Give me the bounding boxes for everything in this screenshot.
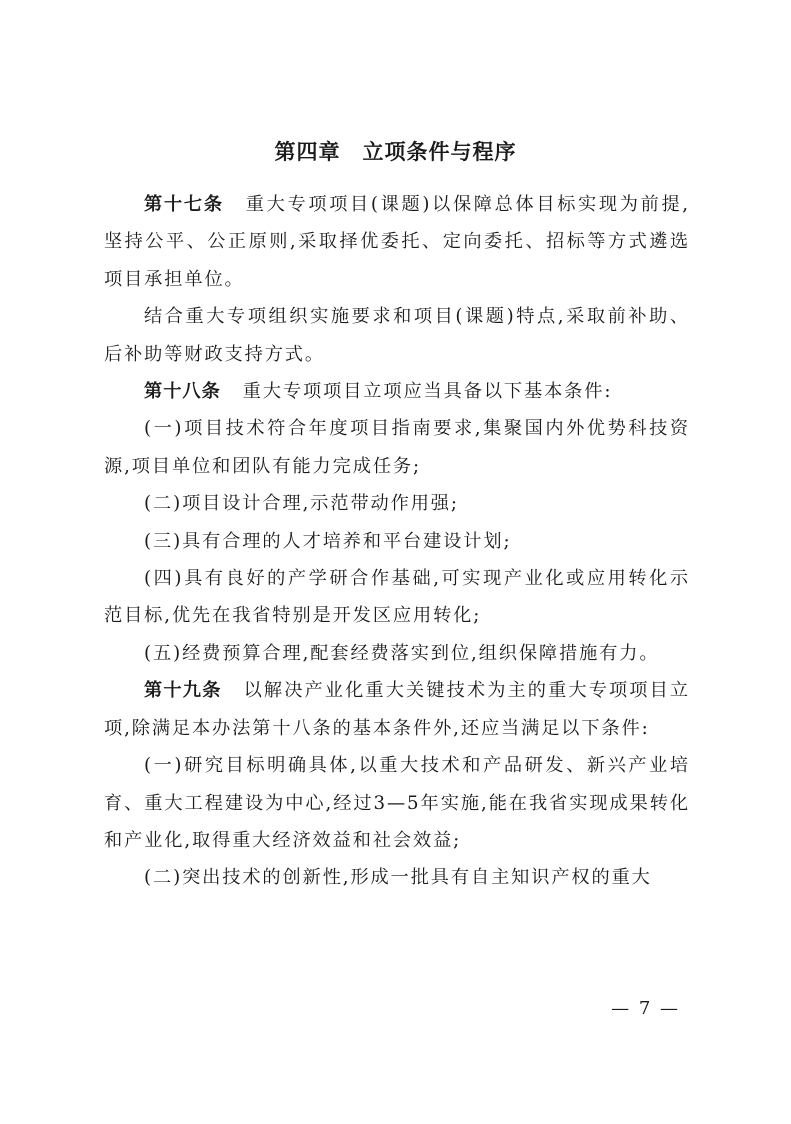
paragraph-text: (二)项目设计合理,示范带动作用强; bbox=[144, 493, 459, 515]
list-item bbox=[104, 560, 690, 635]
list-item bbox=[104, 523, 690, 560]
list-item bbox=[104, 410, 690, 485]
document-body bbox=[104, 186, 690, 897]
paragraph-article-17 bbox=[104, 186, 690, 298]
list-item bbox=[104, 485, 690, 522]
paragraph-text: (一)项目技术符合年度项目指南要求,集聚国内外优势科技资源,项目单位和团队有能力完成任务; bbox=[104, 418, 690, 477]
paragraph-text: (四)具有良好的产学研合作基础,可实现产业化或应用转化示范目标,优先在我省特别是开发区应用转化; bbox=[104, 568, 690, 627]
paragraph-text: 以解决产业化重大关键技术为主的重大专项项目立项,除满足本办法第十八条的基本条件外,还应当满足以下条件: bbox=[104, 680, 690, 739]
list-item bbox=[104, 859, 690, 896]
article-number: 第十九条 bbox=[144, 680, 222, 702]
paragraph-text: 重大专项项目(课题)以保障总体目标实现为前提,坚持公平、公正原则,采取择优委托、定向委托、招标等方式遴选项目承担单位。 bbox=[104, 194, 690, 290]
page-number: — 7 — bbox=[611, 998, 680, 1019]
paragraph-text: (五)经费预算合理,配套经费落实到位,组织保障措施有力。 bbox=[144, 642, 660, 664]
paragraph-text: (一)研究目标明确具体,以重大技术和产品研发、新兴产业培育、重大工程建设为中心,经过3—5年实施,能在我省实现成果转化和产业化,取得重大经济效益和社会效益; bbox=[104, 755, 690, 851]
list-item bbox=[104, 635, 690, 672]
article-number: 第十八条 bbox=[144, 381, 221, 403]
list-item bbox=[104, 747, 690, 859]
paragraph-article-19 bbox=[104, 672, 690, 747]
paragraph bbox=[104, 298, 690, 373]
paragraph-text: 结合重大专项组织实施要求和项目(课题)特点,采取前补助、后补助等财政支持方式。 bbox=[104, 306, 690, 365]
paragraph-text: 重大专项项目立项应当具备以下基本条件: bbox=[242, 381, 613, 403]
paragraph-text: (三)具有合理的人才培养和平台建设计划; bbox=[144, 530, 512, 552]
paragraph-text: (二)突出技术的创新性,形成一批具有自主知识产权的重大 bbox=[144, 867, 652, 889]
article-number: 第十七条 bbox=[144, 194, 224, 215]
chapter-title: 第四章 立项条件与程序 bbox=[274, 140, 517, 164]
paragraph-article-18 bbox=[104, 373, 690, 410]
